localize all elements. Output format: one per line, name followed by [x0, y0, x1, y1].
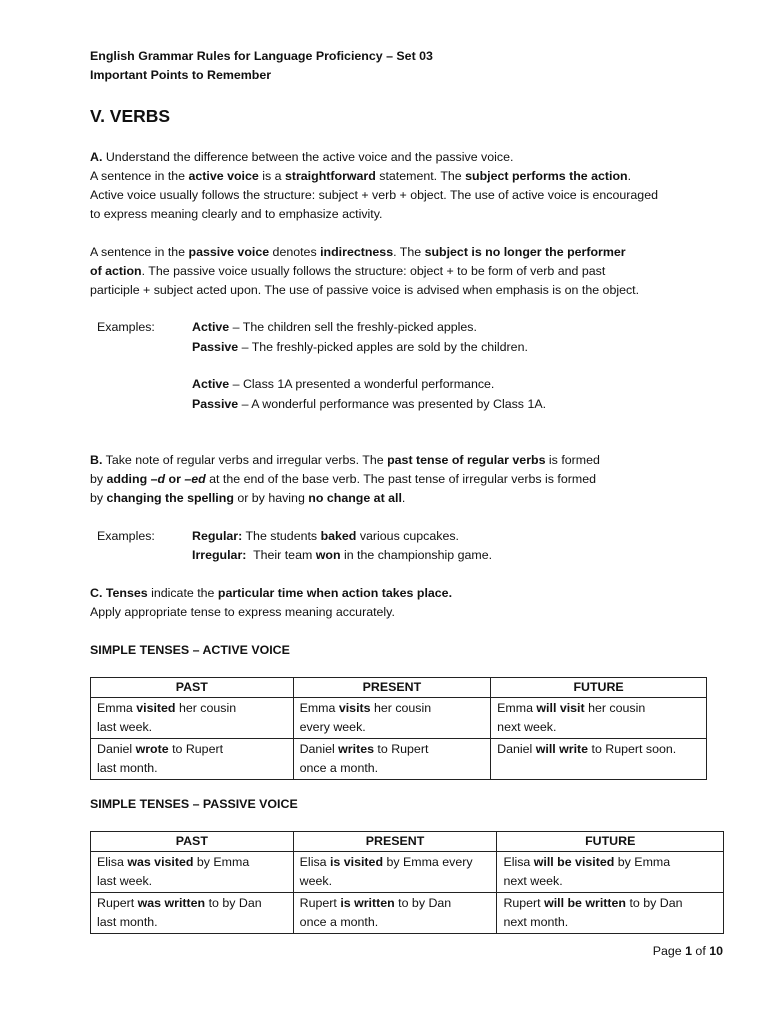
- table-row: [91, 739, 707, 780]
- examples-label-b: Examples:: [97, 529, 155, 543]
- passive-table-title: SIMPLE TENSES – PASSIVE VOICE: [90, 797, 298, 811]
- example-regular: Regular: The students baked various cupcakes.: [192, 529, 459, 543]
- part-a-line-3: Active voice usually follows the structure: subject + verb + object. The use of active voice is encouraged: [90, 188, 658, 202]
- table-cell: Elisa was visited by Emma last week.: [91, 852, 294, 893]
- column-header: FUTURE: [497, 832, 724, 852]
- section-heading: V. VERBS: [90, 106, 171, 126]
- table-cell: Daniel will write to Rupert soon.: [491, 739, 707, 780]
- example-passive-2: Passive – A wonderful performance was presented by Class 1A.: [192, 397, 547, 411]
- table-cell: Daniel wrote to Rupert last month.: [91, 739, 294, 780]
- table-cell: Emma visits her cousin every week.: [293, 698, 491, 739]
- part-b-line-3: by changing the spelling or by having no change at all.: [90, 491, 406, 505]
- example-active-1: Active – The children sell the freshly-picked apples.: [192, 320, 477, 334]
- example-passive-1: Passive – The freshly-picked apples are sold by the children.: [192, 340, 528, 354]
- table-cell: Emma will visit her cousin next week.: [491, 698, 707, 739]
- table-cell: Elisa is visited by Emma every week.: [293, 852, 497, 893]
- page-number: Page 1 of 10: [652, 944, 723, 958]
- active-table-title: SIMPLE TENSES – ACTIVE VOICE: [90, 643, 290, 657]
- table-cell: Rupert will be written to by Dan next month.: [497, 893, 724, 934]
- column-header: PAST: [91, 678, 294, 698]
- part-b-line-2: by adding –d or –ed at the end of the base verb. The past tense of irregular verbs is formed: [90, 472, 596, 486]
- active-voice-table: [90, 677, 707, 780]
- column-header: PRESENT: [293, 678, 491, 698]
- table-cell: Rupert is written to by Dan once a month.: [293, 893, 497, 934]
- example-irregular: Irregular: Their team won in the championship game.: [192, 548, 493, 562]
- passive-para-line-1: A sentence in the passive voice denotes indirectness. The subject is no longer the performer: [90, 245, 626, 259]
- passive-para-line-2: of action. The passive voice usually follows the structure: object + to be form of verb and past: [90, 264, 606, 278]
- part-a-line-1: A. Understand the difference between the active voice and the passive voice.: [90, 150, 514, 164]
- part-c-line-1: C. Tenses indicate the particular time when action takes place.: [90, 586, 453, 600]
- table-cell: Rupert was written to by Dan last month.: [91, 893, 294, 934]
- example-active-2: Active – Class 1A presented a wonderful performance.: [192, 377, 495, 391]
- document-subtitle: Important Points to Remember: [90, 68, 272, 82]
- column-header: PAST: [91, 832, 294, 852]
- column-header: PRESENT: [293, 832, 497, 852]
- part-b-line-1: B. Take note of regular verbs and irregular verbs. The past tense of regular verbs is formed: [90, 453, 600, 467]
- table-row: [91, 893, 724, 934]
- examples-label: Examples:: [97, 320, 155, 334]
- part-a-line-4: to express meaning clearly and to emphasize activity.: [90, 207, 383, 221]
- table-header-row: [91, 678, 707, 698]
- part-c-line-2: Apply appropriate tense to express meaning accurately.: [90, 605, 395, 619]
- passive-voice-table: [90, 831, 724, 934]
- document-title: English Grammar Rules for Language Proficiency – Set 03: [90, 49, 433, 63]
- table-header-row: [91, 832, 724, 852]
- passive-para-line-3: participle + subject acted upon. The use of passive voice is advised when emphasis is on the object.: [90, 283, 640, 297]
- table-cell: Daniel writes to Rupert once a month.: [293, 739, 491, 780]
- part-a-line-2: A sentence in the active voice is a straightforward statement. The subject performs the action.: [90, 169, 632, 183]
- table-cell: Elisa will be visited by Emma next week.: [497, 852, 724, 893]
- table-row: [91, 698, 707, 739]
- table-cell: Emma visited her cousin last week.: [91, 698, 294, 739]
- table-row: [91, 852, 724, 893]
- column-header: FUTURE: [491, 678, 707, 698]
